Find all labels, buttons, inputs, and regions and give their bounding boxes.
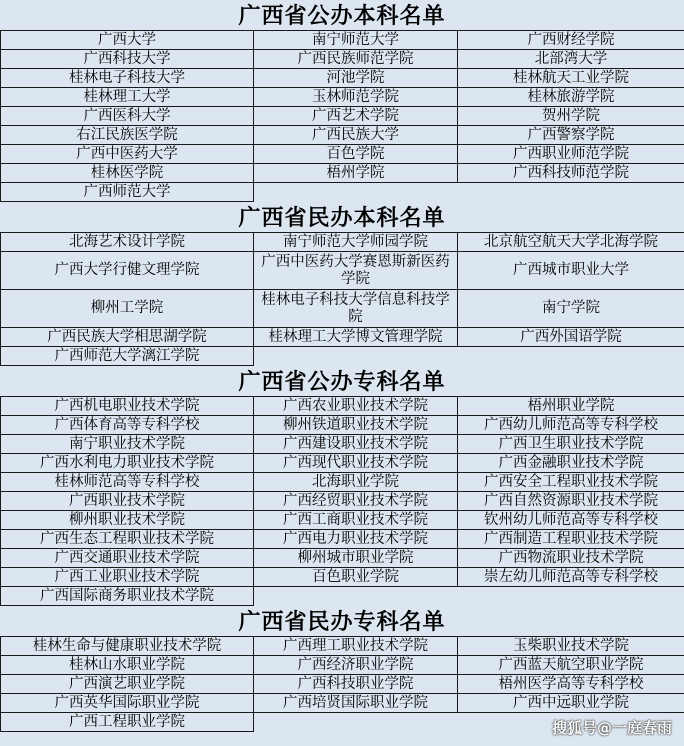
table-row (1, 675, 684, 694)
school-cell: 广西财经学院 (458, 31, 684, 50)
table-row (1, 126, 684, 145)
table-row (1, 31, 684, 50)
school-cell: 广西金融职业技术学院 (458, 454, 684, 473)
school-cell: 柳州铁道职业技术学院 (254, 416, 458, 435)
school-cell: 广西科技师范学院 (458, 164, 684, 183)
section-title: 广西省民办本科名单 (238, 205, 446, 231)
school-cell: 广西电力职业技术学院 (254, 530, 458, 549)
school-cell: 南宁师范大学师园学院 (254, 233, 458, 252)
school-cell: 桂林电子科技大学信息科技学院 (254, 290, 458, 328)
table-row (1, 492, 684, 511)
school-cell: 柳州职业技术学院 (1, 511, 254, 530)
school-cell: 广西经贸职业技术学院 (254, 492, 458, 511)
school-cell: 广西城市职业大学 (458, 252, 684, 290)
school-cell: 广西师范大学漓江学院 (1, 347, 254, 366)
school-cell: 广西交通职业技术学院 (1, 549, 254, 568)
school-cell: 北部湾大学 (458, 50, 684, 69)
school-cell: 桂林师范高等专科学校 (1, 473, 254, 492)
table-row (1, 69, 684, 88)
school-cell: 广西建设职业技术学院 (254, 435, 458, 454)
school-cell: 桂林医学院 (1, 164, 254, 183)
empty-cell (254, 713, 458, 732)
school-cell: 广西幼儿师范高等专科学校 (458, 416, 684, 435)
table-row (1, 107, 684, 126)
school-cell: 桂林电子科技大学 (1, 69, 254, 88)
school-cell: 广西国际商务职业技术学院 (1, 587, 254, 606)
school-cell: 广西警察学院 (458, 126, 684, 145)
table-row (1, 587, 684, 606)
school-cell: 北京航空航天大学北海学院 (458, 233, 684, 252)
table-row (1, 568, 684, 587)
school-cell: 广西民族大学 (254, 126, 458, 145)
table-row (1, 145, 684, 164)
empty-cell (254, 347, 458, 366)
table-row (1, 637, 684, 656)
table-row (1, 473, 684, 492)
school-cell: 广西科技职业学院 (254, 675, 458, 694)
school-cell: 北海职业学院 (254, 473, 458, 492)
table-row (1, 183, 684, 202)
section-title: 广西省民办专科名单 (238, 609, 446, 635)
school-cell: 广西大学 (1, 31, 254, 50)
school-cell: 广西农业职业技术学院 (254, 397, 458, 416)
school-cell: 广西大学行健文理学院 (1, 252, 254, 290)
watermark: 搜狐号@一庭春雨 (551, 719, 672, 737)
school-cell: 广西物流职业技术学院 (458, 549, 684, 568)
school-cell: 广西艺术学院 (254, 107, 458, 126)
school-cell: 广西工业职业技术学院 (1, 568, 254, 587)
school-cell: 广西外国语学院 (458, 328, 684, 347)
table-row (1, 511, 684, 530)
school-cell: 柳州工学院 (1, 290, 254, 328)
school-cell: 广西机电职业技术学院 (1, 397, 254, 416)
school-cell: 南宁学院 (458, 290, 684, 328)
school-cell: 广西职业技术学院 (1, 492, 254, 511)
school-cell: 崇左幼儿师范高等专科学校 (458, 568, 684, 587)
school-cell: 玉柴职业技术学院 (458, 637, 684, 656)
table-row (1, 397, 684, 416)
school-cell: 百色学院 (254, 145, 458, 164)
school-cell: 广西演艺职业学院 (1, 675, 254, 694)
table-row (1, 416, 684, 435)
empty-cell (254, 183, 458, 202)
table-row (1, 233, 684, 252)
table-row (1, 347, 684, 366)
school-cell: 河池学院 (254, 69, 458, 88)
school-cell: 广西医科大学 (1, 107, 254, 126)
empty-cell (458, 183, 684, 202)
school-cell: 广西工程职业学院 (1, 713, 254, 732)
school-cell: 钦州幼儿师范高等专科学校 (458, 511, 684, 530)
table-row (1, 530, 684, 549)
school-cell: 梧州学院 (254, 164, 458, 183)
table-row (1, 694, 684, 713)
section-title: 广西省公办专科名单 (238, 369, 446, 395)
school-cell: 广西民族师范学院 (254, 50, 458, 69)
school-cell: 广西理工职业技术学院 (254, 637, 458, 656)
school-cell: 梧州职业学院 (458, 397, 684, 416)
school-table (0, 396, 684, 606)
school-cell: 广西体育高等专科学校 (1, 416, 254, 435)
school-cell: 南宁师范大学 (254, 31, 458, 50)
school-table (0, 30, 684, 202)
table-row (1, 656, 684, 675)
school-cell: 桂林航天工业学院 (458, 69, 684, 88)
table-row (1, 252, 684, 290)
table-row (1, 549, 684, 568)
table-row (1, 164, 684, 183)
empty-cell (458, 347, 684, 366)
table-row (1, 88, 684, 107)
school-cell: 柳州城市职业学院 (254, 549, 458, 568)
school-cell: 广西生态工程职业技术学院 (1, 530, 254, 549)
school-cell: 梧州医学高等专科学校 (458, 675, 684, 694)
school-cell: 广西蓝天航空职业学院 (458, 656, 684, 675)
school-cell: 桂林旅游学院 (458, 88, 684, 107)
school-cell: 桂林生命与健康职业技术学院 (1, 637, 254, 656)
school-cell: 广西中远职业学院 (458, 694, 684, 713)
school-cell: 北海艺术设计学院 (1, 233, 254, 252)
school-cell: 广西职业师范学院 (458, 145, 684, 164)
school-cell: 广西安全工程职业技术学院 (458, 473, 684, 492)
table-row (1, 290, 684, 328)
school-cell: 广西培贤国际职业学院 (254, 694, 458, 713)
table-row (1, 50, 684, 69)
school-table (0, 232, 684, 366)
school-cell: 桂林理工大学 (1, 88, 254, 107)
school-cell: 广西制造工程职业技术学院 (458, 530, 684, 549)
school-cell: 百色职业学院 (254, 568, 458, 587)
school-cell: 右江民族医学院 (1, 126, 254, 145)
section-title: 广西省公办本科名单 (238, 3, 446, 29)
school-cell: 南宁职业技术学院 (1, 435, 254, 454)
school-cell: 广西中医药大学 (1, 145, 254, 164)
school-cell: 广西科技大学 (1, 50, 254, 69)
table-row (1, 435, 684, 454)
empty-cell (458, 587, 684, 606)
school-cell: 广西工商职业技术学院 (254, 511, 458, 530)
empty-cell (254, 587, 458, 606)
school-cell: 桂林山水职业学院 (1, 656, 254, 675)
table-row (1, 454, 684, 473)
table-row (1, 328, 684, 347)
school-cell: 玉林师范学院 (254, 88, 458, 107)
school-cell: 广西英华国际职业学院 (1, 694, 254, 713)
school-cell: 广西卫生职业技术学院 (458, 435, 684, 454)
school-cell: 广西经济职业学院 (254, 656, 458, 675)
school-cell: 广西现代职业技术学院 (254, 454, 458, 473)
school-cell: 广西中医药大学赛恩斯新医药学院 (254, 252, 458, 290)
school-cell: 桂林理工大学博文管理学院 (254, 328, 458, 347)
school-cell: 广西民族大学相思湖学院 (1, 328, 254, 347)
school-cell: 贺州学院 (458, 107, 684, 126)
school-cell: 广西自然资源职业技术学院 (458, 492, 684, 511)
school-cell: 广西师范大学 (1, 183, 254, 202)
school-cell: 广西水利电力职业技术学院 (1, 454, 254, 473)
